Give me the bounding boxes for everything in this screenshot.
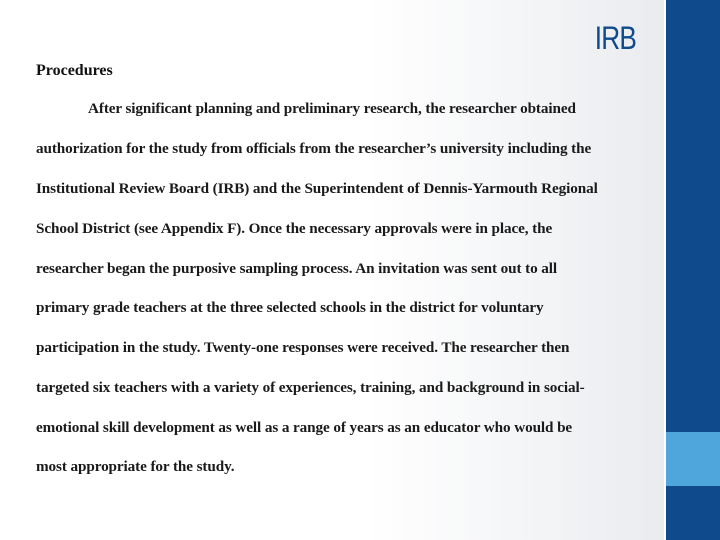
body-text-line: researcher began the purposive sampling process. An invitation was sent out to all — [36, 260, 558, 277]
body-text-line: most appropriate for the study. — [36, 458, 235, 475]
slide-title: IRB — [594, 20, 636, 56]
body-text-line: participation in the study. Twenty-one responses were received. The researcher then — [36, 339, 570, 356]
body-text-line: emotional skill development as well as a range of years as an educator who would be — [36, 419, 573, 436]
body-text-line: School District (see Appendix F). Once the necessary approvals were in place, the — [36, 220, 553, 237]
body-text-line: After significant planning and preliminary research, the researcher obtained — [88, 100, 576, 117]
body-text-line: Institutional Review Board (IRB) and the Superintendent of Dennis-Yarmouth Regional — [36, 180, 598, 197]
decorative-sidebar-accent — [666, 432, 720, 486]
document-heading: Procedures — [36, 62, 113, 79]
body-text-line: targeted six teachers with a variety of experiences, training, and background in social- — [36, 379, 585, 396]
body-text-line: primary grade teachers at the three selected schools in the district for voluntary — [36, 299, 544, 316]
body-text-line: authorization for the study from officials from the researcher’s university including the — [36, 140, 592, 157]
